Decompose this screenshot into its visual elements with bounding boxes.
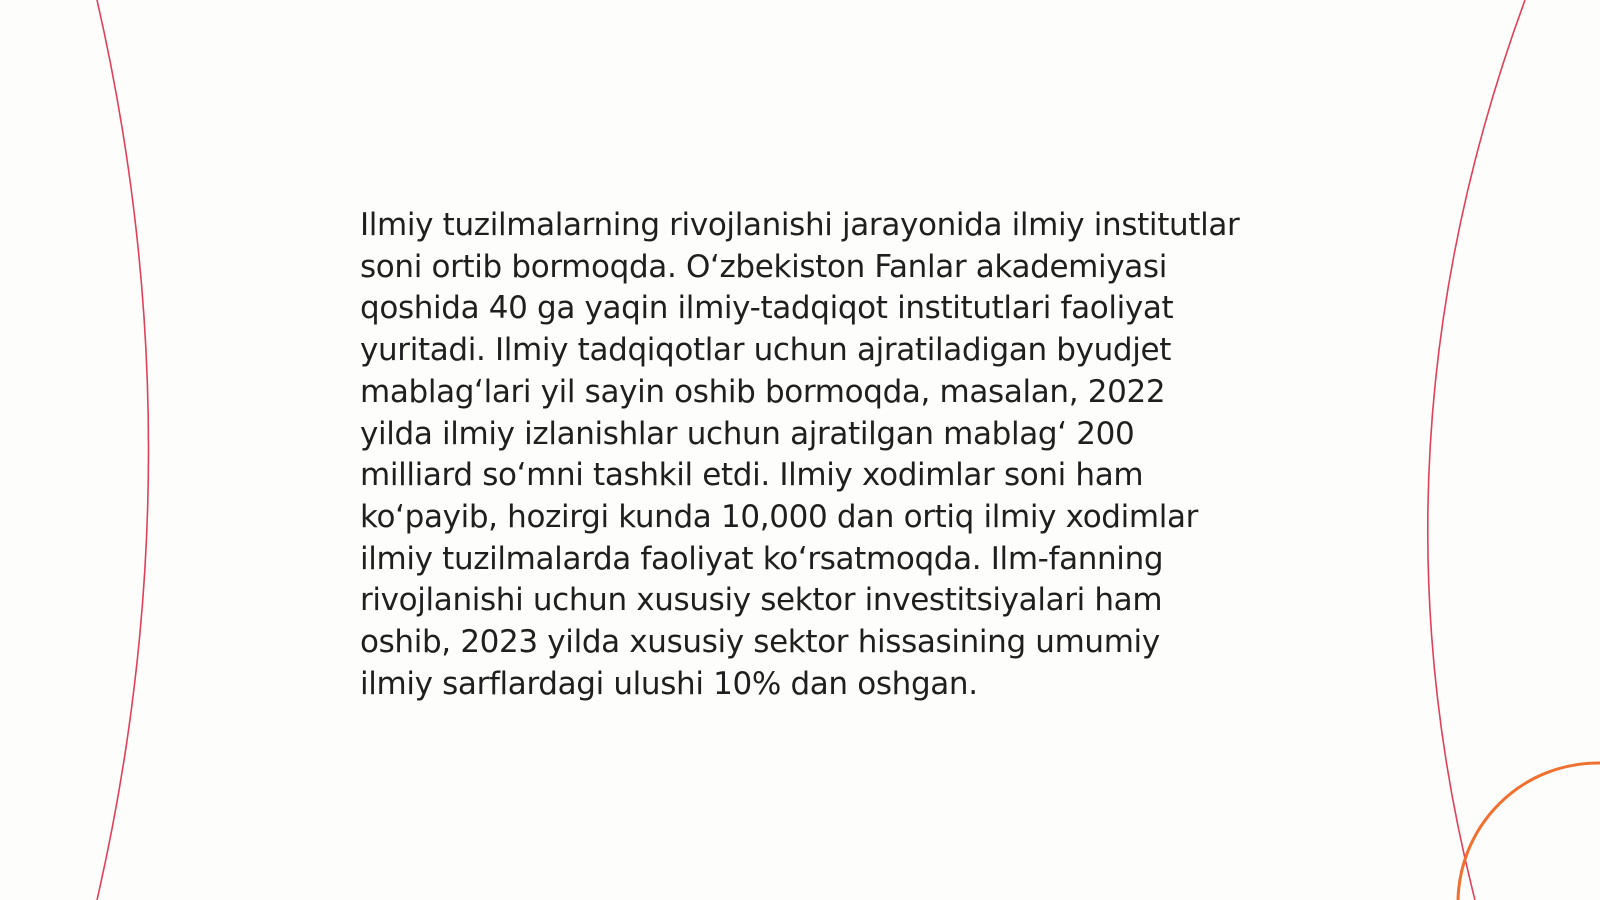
body-paragraph: Ilmiy tuzilmalarning rivojlanishi jarayonida ilmiy institutlar soni ortib bormoqda. O‘zbekiston Fanlar akademiyasi qoshida 40 ga yaqin ilmiy-tadqiqot institutlari faoliyat yuritadi. Ilmiy tadqiqotlar uchun ajratiladigan byudjet mablag‘lari yil sayin oshib bormoqda, masalan, 2022 yilda ilmiy izlanishlar uchun ajratilgan mablag‘ 200 milliard so‘mni tashkil etdi. Ilmiy xodimlar soni ham ko‘payib, hozirgi kunda 10,000 dan ortiq ilmiy xodimlar ilmiy tuzilmalarda faoliyat ko‘rsatmoqda. Ilm-fanning rivojlanishi uchun xususiy sektor investitsiyalari ham oshib, 2023 yilda xususiy sektor hissasining umumiy ilmiy sarflardagi ulushi 10% dan oshgan. (360, 207, 1240, 702)
corner-circle-outline (1458, 763, 1600, 900)
left-arc-line (97, 0, 149, 900)
right-arc-line (1428, 0, 1525, 900)
